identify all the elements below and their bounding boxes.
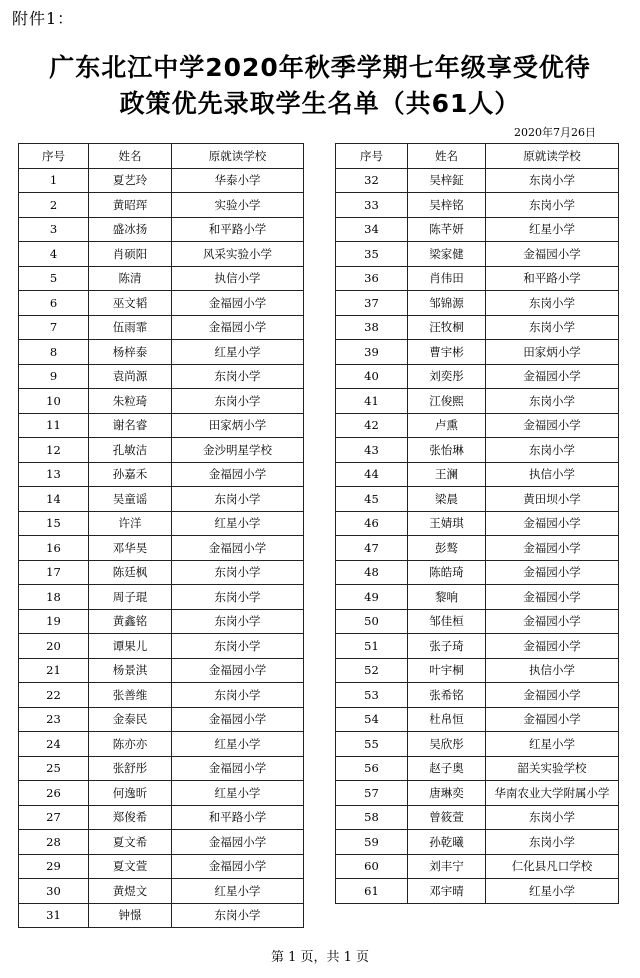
table-row xyxy=(19,536,304,561)
table-row xyxy=(19,585,304,610)
cell-student-name: 孔敏洁 xyxy=(89,438,172,463)
cell-index: 25 xyxy=(19,756,89,781)
cell-student-name: 彭骜 xyxy=(408,536,486,561)
cell-student-name: 肖硕阳 xyxy=(89,242,172,267)
cell-school: 金福园小学 xyxy=(486,585,619,610)
student-table-right xyxy=(335,143,619,904)
cell-school: 金福园小学 xyxy=(486,511,619,536)
cell-school: 金福园小学 xyxy=(486,707,619,732)
cell-school: 执信小学 xyxy=(486,658,619,683)
cell-school: 金福园小学 xyxy=(486,242,619,267)
cell-index: 57 xyxy=(336,781,408,806)
cell-index: 9 xyxy=(19,364,89,389)
cell-student-name: 邹锦源 xyxy=(408,291,486,316)
cell-school: 红星小学 xyxy=(486,732,619,757)
cell-school: 金福园小学 xyxy=(172,315,304,340)
page-footer: 第 1 页，共 1 页 xyxy=(270,950,370,965)
cell-school: 金福园小学 xyxy=(486,536,619,561)
table-row xyxy=(336,168,619,193)
column-header-school: 原就读学校 xyxy=(486,144,619,169)
table-row xyxy=(19,707,304,732)
cell-index: 11 xyxy=(19,413,89,438)
table-row xyxy=(336,193,619,218)
cell-student-name: 何逸昕 xyxy=(89,781,172,806)
cell-student-name: 曾筱萱 xyxy=(408,805,486,830)
table-row xyxy=(336,707,619,732)
cell-index: 21 xyxy=(19,658,89,683)
cell-index: 34 xyxy=(336,217,408,242)
document-title-line2: 政策优先录取学生名单（共61人） xyxy=(119,89,521,118)
cell-school: 风采实验小学 xyxy=(172,242,304,267)
cell-index: 58 xyxy=(336,805,408,830)
cell-student-name: 许洋 xyxy=(89,511,172,536)
cell-school: 红星小学 xyxy=(486,879,619,904)
table-row xyxy=(19,781,304,806)
cell-student-name: 谢名睿 xyxy=(89,413,172,438)
table-row xyxy=(19,732,304,757)
cell-index: 54 xyxy=(336,707,408,732)
cell-index: 12 xyxy=(19,438,89,463)
cell-index: 55 xyxy=(336,732,408,757)
cell-student-name: 张舒彤 xyxy=(89,756,172,781)
table-row xyxy=(19,634,304,659)
cell-student-name: 赵子奥 xyxy=(408,756,486,781)
table-row xyxy=(19,609,304,634)
cell-index: 29 xyxy=(19,854,89,879)
cell-index: 15 xyxy=(19,511,89,536)
cell-school: 韶关实验学校 xyxy=(486,756,619,781)
cell-school: 黄田坝小学 xyxy=(486,487,619,512)
table-header-row xyxy=(336,144,619,169)
cell-student-name: 夏文萱 xyxy=(89,854,172,879)
cell-index: 18 xyxy=(19,585,89,610)
table-row xyxy=(19,291,304,316)
cell-school: 东岗小学 xyxy=(486,315,619,340)
cell-school: 和平路小学 xyxy=(486,266,619,291)
cell-student-name: 邹佳桓 xyxy=(408,609,486,634)
cell-school: 红星小学 xyxy=(172,732,304,757)
cell-index: 8 xyxy=(19,340,89,365)
cell-school: 金沙明星学校 xyxy=(172,438,304,463)
cell-student-name: 江俊熙 xyxy=(408,389,486,414)
table-row xyxy=(336,413,619,438)
cell-school: 金福园小学 xyxy=(172,291,304,316)
cell-index: 2 xyxy=(19,193,89,218)
table-row xyxy=(19,511,304,536)
cell-school: 金福园小学 xyxy=(172,462,304,487)
cell-school: 东岗小学 xyxy=(486,805,619,830)
cell-school: 金福园小学 xyxy=(172,854,304,879)
cell-index: 28 xyxy=(19,830,89,855)
attachment-label: 附件1： xyxy=(12,9,75,28)
cell-school: 红星小学 xyxy=(172,879,304,904)
table-row xyxy=(19,266,304,291)
table-row xyxy=(19,413,304,438)
cell-index: 52 xyxy=(336,658,408,683)
cell-index: 51 xyxy=(336,634,408,659)
table-row xyxy=(19,805,304,830)
cell-student-name: 伍雨霏 xyxy=(89,315,172,340)
cell-student-name: 袁尚源 xyxy=(89,364,172,389)
cell-student-name: 夏文希 xyxy=(89,830,172,855)
cell-index: 43 xyxy=(336,438,408,463)
cell-student-name: 叶宇桐 xyxy=(408,658,486,683)
cell-school: 东岗小学 xyxy=(486,291,619,316)
table-row xyxy=(336,830,619,855)
cell-student-name: 钟憬 xyxy=(89,903,172,928)
cell-student-name: 周子琨 xyxy=(89,585,172,610)
table-row xyxy=(336,879,619,904)
cell-school: 执信小学 xyxy=(172,266,304,291)
table-row xyxy=(336,658,619,683)
cell-student-name: 杨梓泰 xyxy=(89,340,172,365)
cell-school: 金福园小学 xyxy=(486,364,619,389)
table-row xyxy=(19,242,304,267)
cell-school: 金福园小学 xyxy=(172,756,304,781)
cell-student-name: 邓华昊 xyxy=(89,536,172,561)
table-row xyxy=(19,168,304,193)
table-row xyxy=(336,340,619,365)
cell-school: 东岗小学 xyxy=(172,683,304,708)
table-row xyxy=(336,438,619,463)
cell-index: 13 xyxy=(19,462,89,487)
cell-student-name: 盛冰扬 xyxy=(89,217,172,242)
cell-student-name: 吴梓鉦 xyxy=(408,168,486,193)
cell-school: 金福园小学 xyxy=(172,707,304,732)
cell-school: 东岗小学 xyxy=(172,585,304,610)
cell-index: 36 xyxy=(336,266,408,291)
table-row xyxy=(19,340,304,365)
cell-student-name: 郑俊希 xyxy=(89,805,172,830)
cell-school: 红星小学 xyxy=(486,217,619,242)
cell-school: 东岗小学 xyxy=(486,830,619,855)
cell-student-name: 陈清 xyxy=(89,266,172,291)
cell-student-name: 肖伟田 xyxy=(408,266,486,291)
cell-student-name: 吴欣彤 xyxy=(408,732,486,757)
cell-school: 和平路小学 xyxy=(172,805,304,830)
document-title-line1: 广东北江中学2020年秋季学期七年级享受优待 xyxy=(49,53,591,82)
table-row xyxy=(19,658,304,683)
cell-index: 10 xyxy=(19,389,89,414)
cell-school: 东岗小学 xyxy=(486,438,619,463)
cell-school: 执信小学 xyxy=(486,462,619,487)
cell-school: 东岗小学 xyxy=(486,389,619,414)
cell-student-name: 孙乾曦 xyxy=(408,830,486,855)
table-row xyxy=(19,487,304,512)
cell-school: 金福园小学 xyxy=(172,536,304,561)
cell-index: 59 xyxy=(336,830,408,855)
table-row xyxy=(336,634,619,659)
cell-student-name: 陈亦亦 xyxy=(89,732,172,757)
cell-student-name: 卢熏 xyxy=(408,413,486,438)
cell-school: 华南农业大学附属小学 xyxy=(486,781,619,806)
cell-index: 41 xyxy=(336,389,408,414)
table-row xyxy=(19,389,304,414)
cell-school: 东岗小学 xyxy=(172,609,304,634)
cell-index: 19 xyxy=(19,609,89,634)
table-row xyxy=(336,389,619,414)
table-row xyxy=(336,487,619,512)
cell-index: 46 xyxy=(336,511,408,536)
cell-index: 40 xyxy=(336,364,408,389)
cell-index: 61 xyxy=(336,879,408,904)
cell-school: 东岗小学 xyxy=(172,560,304,585)
table-row xyxy=(336,536,619,561)
table-row xyxy=(19,854,304,879)
table-row xyxy=(19,462,304,487)
cell-student-name: 黄鑫铭 xyxy=(89,609,172,634)
cell-school: 金福园小学 xyxy=(486,683,619,708)
cell-student-name: 梁晨 xyxy=(408,487,486,512)
table-row xyxy=(336,242,619,267)
cell-student-name: 陈皓琦 xyxy=(408,560,486,585)
cell-index: 17 xyxy=(19,560,89,585)
cell-index: 23 xyxy=(19,707,89,732)
table-row xyxy=(19,438,304,463)
cell-school: 金福园小学 xyxy=(172,658,304,683)
cell-school: 金福园小学 xyxy=(486,609,619,634)
cell-school: 仁化县凡口学校 xyxy=(486,854,619,879)
cell-student-name: 张希铭 xyxy=(408,683,486,708)
cell-school: 东岗小学 xyxy=(486,193,619,218)
cell-student-name: 吴童谣 xyxy=(89,487,172,512)
cell-student-name: 王澜 xyxy=(408,462,486,487)
table-row xyxy=(336,315,619,340)
cell-student-name: 梁家健 xyxy=(408,242,486,267)
table-row xyxy=(336,462,619,487)
cell-school: 华泰小学 xyxy=(172,168,304,193)
cell-school: 金福园小学 xyxy=(486,634,619,659)
cell-index: 39 xyxy=(336,340,408,365)
cell-index: 24 xyxy=(19,732,89,757)
cell-student-name: 杨景淇 xyxy=(89,658,172,683)
cell-student-name: 谭果儿 xyxy=(89,634,172,659)
cell-student-name: 刘丰宁 xyxy=(408,854,486,879)
cell-student-name: 夏艺玲 xyxy=(89,168,172,193)
cell-index: 50 xyxy=(336,609,408,634)
table-row xyxy=(19,217,304,242)
column-header-index: 序号 xyxy=(19,144,89,169)
cell-index: 22 xyxy=(19,683,89,708)
table-row xyxy=(19,193,304,218)
cell-index: 49 xyxy=(336,585,408,610)
column-header-name: 姓名 xyxy=(89,144,172,169)
column-header-name: 姓名 xyxy=(408,144,486,169)
table-row xyxy=(19,315,304,340)
cell-student-name: 吴梓铭 xyxy=(408,193,486,218)
cell-index: 27 xyxy=(19,805,89,830)
table-row xyxy=(336,781,619,806)
table-row xyxy=(336,585,619,610)
cell-index: 7 xyxy=(19,315,89,340)
cell-index: 14 xyxy=(19,487,89,512)
table-row xyxy=(336,854,619,879)
cell-student-name: 张子琦 xyxy=(408,634,486,659)
cell-school: 东岗小学 xyxy=(172,903,304,928)
cell-student-name: 金泰民 xyxy=(89,707,172,732)
cell-school: 红星小学 xyxy=(172,511,304,536)
cell-index: 44 xyxy=(336,462,408,487)
cell-index: 32 xyxy=(336,168,408,193)
cell-index: 56 xyxy=(336,756,408,781)
cell-student-name: 黄昭珲 xyxy=(89,193,172,218)
cell-school: 田家炳小学 xyxy=(172,413,304,438)
table-row xyxy=(19,879,304,904)
cell-school: 红星小学 xyxy=(172,340,304,365)
cell-school: 实验小学 xyxy=(172,193,304,218)
cell-school: 东岗小学 xyxy=(172,364,304,389)
cell-student-name: 陈芊妍 xyxy=(408,217,486,242)
table-row xyxy=(19,756,304,781)
cell-student-name: 刘奕彤 xyxy=(408,364,486,389)
cell-index: 31 xyxy=(19,903,89,928)
cell-index: 30 xyxy=(19,879,89,904)
cell-student-name: 汪牧桐 xyxy=(408,315,486,340)
table-header-row xyxy=(19,144,304,169)
cell-index: 35 xyxy=(336,242,408,267)
cell-index: 45 xyxy=(336,487,408,512)
cell-index: 53 xyxy=(336,683,408,708)
cell-student-name: 陈廷枫 xyxy=(89,560,172,585)
cell-index: 47 xyxy=(336,536,408,561)
cell-school: 田家炳小学 xyxy=(486,340,619,365)
table-row xyxy=(19,560,304,585)
cell-index: 1 xyxy=(19,168,89,193)
table-row xyxy=(336,683,619,708)
column-header-school: 原就读学校 xyxy=(172,144,304,169)
cell-student-name: 曹宇彬 xyxy=(408,340,486,365)
table-row xyxy=(336,266,619,291)
cell-student-name: 孙嘉禾 xyxy=(89,462,172,487)
cell-student-name: 邓宇晴 xyxy=(408,879,486,904)
cell-index: 16 xyxy=(19,536,89,561)
cell-school: 东岗小学 xyxy=(172,634,304,659)
column-header-index: 序号 xyxy=(336,144,408,169)
cell-student-name: 唐琳奕 xyxy=(408,781,486,806)
cell-index: 60 xyxy=(336,854,408,879)
cell-index: 33 xyxy=(336,193,408,218)
cell-index: 4 xyxy=(19,242,89,267)
table-row xyxy=(336,609,619,634)
table-row xyxy=(336,756,619,781)
cell-student-name: 黎响 xyxy=(408,585,486,610)
cell-student-name: 朱粒琦 xyxy=(89,389,172,414)
table-row xyxy=(336,732,619,757)
cell-index: 48 xyxy=(336,560,408,585)
cell-index: 5 xyxy=(19,266,89,291)
student-table-left xyxy=(18,143,304,928)
table-row xyxy=(336,560,619,585)
table-row xyxy=(19,830,304,855)
cell-student-name: 杜帛恒 xyxy=(408,707,486,732)
cell-school: 红星小学 xyxy=(172,781,304,806)
cell-student-name: 王婧琪 xyxy=(408,511,486,536)
cell-school: 金福园小学 xyxy=(172,830,304,855)
table-row xyxy=(19,364,304,389)
table-row xyxy=(19,903,304,928)
cell-index: 42 xyxy=(336,413,408,438)
table-row xyxy=(336,364,619,389)
cell-index: 3 xyxy=(19,217,89,242)
table-row xyxy=(336,805,619,830)
table-row xyxy=(336,217,619,242)
cell-index: 6 xyxy=(19,291,89,316)
cell-index: 26 xyxy=(19,781,89,806)
cell-school: 金福园小学 xyxy=(486,560,619,585)
cell-index: 20 xyxy=(19,634,89,659)
cell-student-name: 巫文韬 xyxy=(89,291,172,316)
cell-school: 东岗小学 xyxy=(172,389,304,414)
cell-school: 东岗小学 xyxy=(486,168,619,193)
table-row xyxy=(336,291,619,316)
cell-school: 金福园小学 xyxy=(486,413,619,438)
table-row xyxy=(336,511,619,536)
cell-student-name: 张善维 xyxy=(89,683,172,708)
cell-school: 东岗小学 xyxy=(172,487,304,512)
cell-student-name: 张怡琳 xyxy=(408,438,486,463)
cell-index: 38 xyxy=(336,315,408,340)
cell-student-name: 黄煜文 xyxy=(89,879,172,904)
document-date: 2020年7月26日 xyxy=(514,126,596,139)
cell-index: 37 xyxy=(336,291,408,316)
cell-school: 和平路小学 xyxy=(172,217,304,242)
table-row xyxy=(19,683,304,708)
